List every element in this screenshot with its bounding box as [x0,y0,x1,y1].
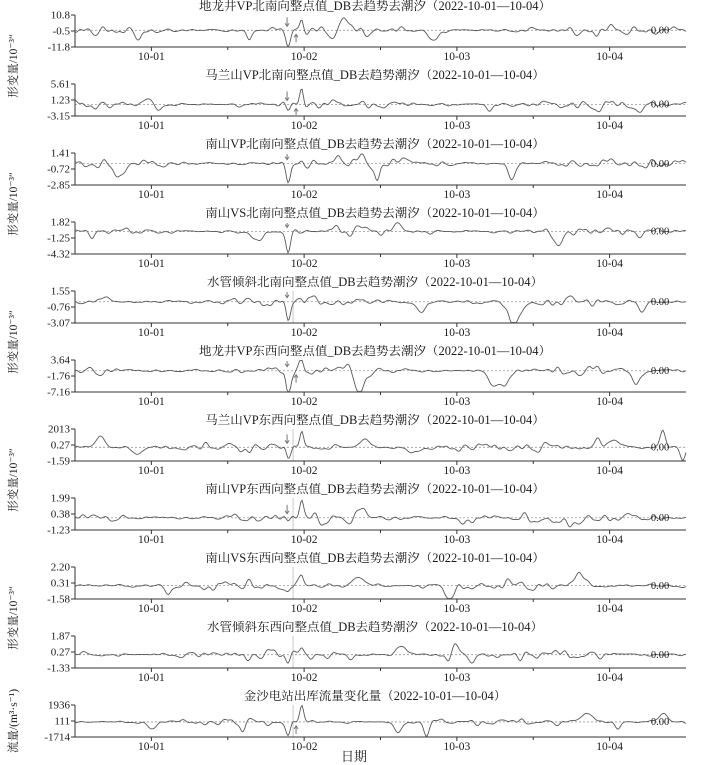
chart-panel [0,621,708,690]
x-tick-label: 10-04 [596,741,624,753]
x-tick-label: 10-04 [596,327,624,339]
x-axis-title: 日期 [340,749,367,764]
y-tick-label: -0.72 [47,163,70,176]
y-axis-unit-label: 形变量/10⁻³″ [8,585,20,650]
x-tick-label: 10-01 [137,603,165,615]
waveform [75,500,686,527]
zero-value-label: 0.00 [650,226,670,238]
y-tick-label: 0.38 [50,508,70,521]
y-tick-label: 2013 [48,423,70,436]
y-tick-label: 1.82 [50,216,70,229]
chart-panel [0,0,708,69]
y-tick-label: 111 [54,715,70,728]
y-tick-label: 1.41 [50,147,70,160]
waveform [75,154,686,183]
x-tick-label: 10-04 [596,672,624,684]
chart-panel [0,552,708,621]
x-tick-label: 10-03 [443,534,471,546]
event-arrow-down-icon [285,434,289,443]
x-tick-label: 10-03 [443,327,471,339]
panel-title: 水管倾斜东西向整点值_DB去趋势潮汐（2022-10-01—10-04） [206,621,544,634]
x-tick-label: 10-01 [137,672,165,684]
panel-title: 南山VS东西向整点值_DB去趋势去潮汐（2022-10-01—10-04） [205,552,545,565]
waveform [75,644,686,664]
panel-title: 地龙井VP东西向整点值_DB去趋势去潮汐（2022-10-01—10-04） [198,345,552,358]
y-tick-label: 0.27 [50,439,70,452]
y-axis-unit-label: 形变量/10⁻³″ [8,309,20,374]
x-tick-label: 10-03 [443,672,471,684]
event-arrow-up-icon [294,375,298,383]
y-axis-unit-label: 形变量/10⁻³″ [8,33,20,98]
waveform [75,706,686,737]
event-arrow-down-icon [285,292,289,298]
event-arrow-down-icon [285,223,289,227]
event-arrow-down-icon [285,17,289,26]
y-tick-label: 1.87 [50,630,70,643]
x-tick-label: 10-04 [596,258,624,270]
x-tick-label: 10-03 [443,396,471,408]
x-tick-label: 10-04 [596,465,624,477]
zero-value-label: 0.00 [650,296,670,308]
panel-title: 南山VP东西向整点值_DB去趋势去潮汐（2022-10-01—10-04） [205,483,545,496]
chart-panel [0,414,708,483]
panel-title: 金沙电站出库流量变化量（2022-10-01—10-04） [243,690,507,703]
x-tick-label: 10-01 [137,741,165,753]
zero-value-label: 0.00 [650,99,670,111]
x-tick-label: 10-02 [290,465,318,477]
x-tick-label: 10-04 [596,189,624,201]
panel-title: 南山VS北南向整点值_DB去趋势去潮汐（2022-10-01—10-04） [205,207,545,220]
panel-title: 地龙井VP北南向整点值_DB去趋势去潮汐（2022-10-01—10-04） [198,0,552,13]
y-tick-label: 1.55 [50,285,70,298]
y-tick-label: 0.31 [50,577,70,590]
x-tick-label: 10-04 [596,396,624,408]
waveform [75,361,686,392]
event-arrow-down-icon [285,361,289,367]
y-tick-label: -1714 [44,731,70,744]
y-tick-label: -2.85 [47,179,70,192]
y-tick-label: -0.76 [47,301,70,314]
y-tick-label: 3.64 [50,354,70,367]
y-tick-label: 1.23 [50,94,70,107]
chart-panel [0,138,708,207]
y-tick-label: 2.20 [50,561,70,574]
x-tick-label: 10-03 [443,258,471,270]
zero-value-label: 0.00 [650,649,670,661]
x-tick-label: 10-01 [137,534,165,546]
zero-value-label: 0.00 [650,442,670,454]
y-tick-label: -7.16 [47,386,70,399]
y-tick-label: -1.59 [47,455,70,468]
x-tick-label: 10-02 [290,396,318,408]
x-tick-label: 10-02 [290,120,318,132]
x-tick-label: 10-04 [596,51,624,63]
y-axis-unit-label: 形变量/10⁻³″ [8,447,20,512]
x-tick-label: 10-02 [290,258,318,270]
event-arrow-down-icon [285,505,289,514]
y-tick-label: -11.8 [47,41,70,54]
zero-value-label: 0.00 [650,512,670,524]
waveform [75,18,686,47]
y-tick-label: -1.76 [47,370,70,383]
x-tick-label: 10-04 [596,120,624,132]
y-tick-label: -3.15 [47,110,70,123]
y-tick-label: 5.61 [50,78,70,91]
x-tick-label: 10-02 [290,672,318,684]
chart-panel [0,276,708,345]
x-tick-label: 10-02 [290,603,318,615]
x-tick-label: 10-01 [137,465,165,477]
y-tick-label: 0.27 [50,646,70,659]
zero-value-label: 0.00 [650,158,670,170]
event-arrow-up-icon [294,108,298,115]
x-tick-label: 10-02 [290,534,318,546]
zero-value-label: 0.00 [650,365,670,377]
zero-value-label: 0.00 [650,25,670,37]
x-tick-label: 10-01 [137,189,165,201]
zero-value-label: 0.00 [650,580,670,592]
chart-panel [0,207,708,276]
x-tick-label: 10-01 [137,327,165,339]
x-tick-label: 10-03 [443,741,471,753]
x-tick-label: 10-03 [443,51,471,63]
event-arrow-down-icon [285,154,289,160]
y-tick-label: -3.07 [47,317,70,330]
x-tick-label: 10-02 [290,327,318,339]
x-tick-label: 10-03 [443,189,471,201]
waveform [75,296,686,323]
x-tick-label: 10-01 [137,51,165,63]
y-tick-label: 10.8 [50,9,70,22]
event-arrow-down-icon [285,91,289,100]
chart-panel [0,69,708,138]
y-tick-label: -1.58 [47,593,70,606]
y-tick-label: -4.32 [47,248,70,261]
x-tick-label: 10-02 [290,51,318,63]
x-tick-label: 10-01 [137,396,165,408]
x-tick-label: 10-01 [137,120,165,132]
y-tick-label: 1.99 [50,492,70,505]
x-tick-label: 10-03 [443,120,471,132]
x-tick-label: 10-03 [443,603,471,615]
waveform [75,223,686,253]
waveform [75,89,686,112]
y-axis-unit-label: 形变量/10⁻³″ [8,171,20,236]
panel-title: 水管倾斜北南向整点值_DB去趋势潮汐（2022-10-01—10-04） [206,276,544,289]
chart-panel [0,345,708,414]
x-tick-label: 10-02 [290,189,318,201]
panel-title: 南山VP北南向整点值_DB去趋势去潮汐（2022-10-01—10-04） [205,138,545,151]
waveform [75,430,686,460]
y-axis-unit-label: 流量/(m³·s⁻¹) [8,688,20,754]
x-tick-label: 10-04 [596,534,624,546]
y-tick-label: -0.5 [52,25,70,38]
y-tick-label: 1936 [48,699,70,712]
zero-value-label: 0.00 [650,717,670,729]
y-tick-label: -1.23 [47,524,70,537]
x-tick-label: 10-01 [137,258,165,270]
y-tick-label: -1.25 [47,232,70,245]
x-tick-label: 10-03 [443,465,471,477]
y-tick-label: -1.33 [47,662,70,675]
x-tick-label: 10-02 [290,741,318,753]
event-arrow-up-icon [294,34,298,42]
x-tick-label: 10-04 [596,603,624,615]
panel-title: 马兰山VP北南向整点值_DB去趋势潮汐（2022-10-01—10-04） [205,69,545,82]
panel-title: 马兰山VP东西向整点值_DB去趋势潮汐（2022-10-01—10-04） [205,414,545,427]
event-arrow-up-icon [294,726,298,734]
chart-panel [0,483,708,552]
